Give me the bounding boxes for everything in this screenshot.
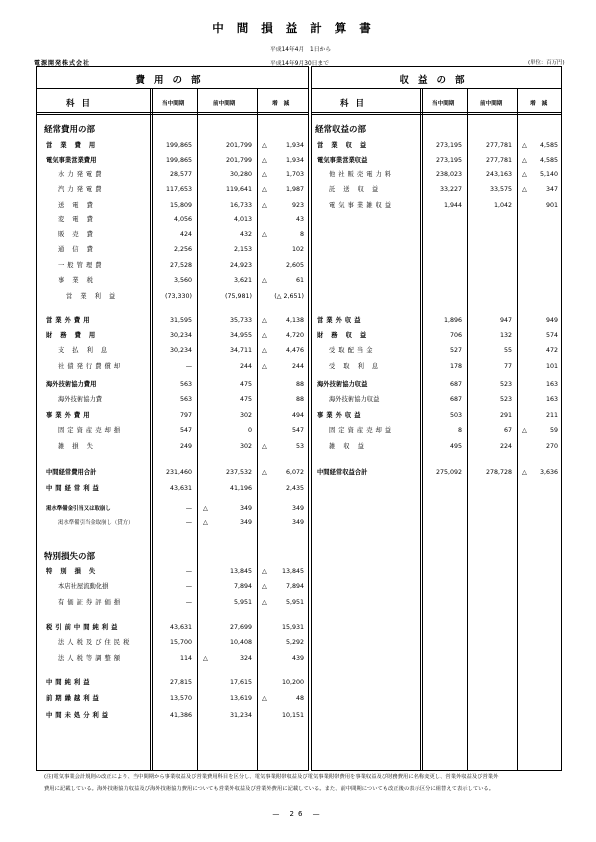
current-value: 563 — [179, 381, 192, 388]
current-value: 231,460 — [165, 469, 192, 476]
change-value: 3,636 — [539, 469, 558, 476]
row-label: 受取利息 — [329, 363, 387, 370]
header-divider-left — [36, 88, 309, 89]
change-value: 472 — [545, 347, 558, 354]
previous-value: 1,042 — [493, 202, 512, 209]
previous-value: 475 — [239, 396, 252, 403]
negative-marker: △ — [262, 142, 267, 149]
current-value: — — [185, 568, 192, 575]
footnote-line: 費用に記載している。海外技術協力収益及び海外技術協力費用についても営業外収益及び営業外費用に記載している。また、前中間期についても改正後の表示区分に組替えて表示している。 — [44, 786, 495, 792]
right-row — [0, 380, 596, 390]
previous-value: 291 — [499, 412, 512, 419]
row-label: 法人税等調整額 — [58, 655, 124, 662]
negative-marker: △ — [262, 469, 267, 476]
row-label: 財務費用 — [46, 332, 104, 339]
current-value: 178 — [449, 363, 462, 370]
previous-value: 432 — [239, 231, 252, 238]
previous-value: 4,013 — [233, 216, 252, 223]
previous-value: 34,955 — [229, 332, 252, 339]
current-value: 2,256 — [173, 246, 192, 253]
left-row — [0, 484, 596, 494]
current-value: 273,195 — [435, 157, 462, 164]
current-value: 249 — [179, 443, 192, 450]
previous-value: 67 — [503, 427, 512, 434]
current-value: 424 — [179, 231, 192, 238]
row-label: 託送収益 — [329, 186, 387, 193]
col-header-previous: 前中間期 — [480, 101, 503, 107]
row-label: 経常収益の部 — [315, 125, 367, 135]
current-value: 27,528 — [169, 262, 192, 269]
row-label: 電気事業営業費用 — [46, 157, 97, 164]
change-value: 8 — [299, 231, 304, 238]
company-name: 電源開発株式会社 — [34, 60, 91, 67]
change-value: 10,151 — [281, 712, 304, 719]
change-value: 5,951 — [285, 599, 304, 606]
negative-marker: △ — [522, 186, 527, 193]
previous-value: 34,711 — [229, 347, 252, 354]
document-title: 中間損益計算書 — [212, 21, 384, 35]
change-value: 4,585 — [539, 142, 558, 149]
row-label: 特別損失 — [46, 568, 104, 575]
left-row — [0, 654, 596, 664]
current-value: 275,092 — [435, 469, 462, 476]
row-label: 社債発行費償却 — [58, 363, 124, 370]
previous-value: 27,699 — [229, 624, 252, 631]
row-label: 営業費用 — [46, 142, 104, 149]
right-row — [0, 156, 596, 166]
row-label: 汽力発電費 — [58, 186, 105, 193]
negative-marker: △ — [262, 583, 267, 590]
right-row — [0, 170, 596, 180]
change-value: 88 — [295, 396, 304, 403]
left-row — [0, 230, 596, 240]
row-label: 税引前中間純利益 — [46, 624, 121, 631]
current-value: 117,653 — [165, 186, 192, 193]
negative-marker: △ — [262, 347, 267, 354]
row-label: 法人税及び住民税 — [58, 639, 133, 646]
row-label: 渇水準備金引当又は取崩し — [46, 506, 111, 512]
right-row — [0, 125, 596, 135]
period-from: 平成14年4月 1日から — [270, 47, 332, 53]
previous-value: 243,163 — [485, 171, 512, 178]
change-value: 88 — [295, 381, 304, 388]
current-value: 43,631 — [169, 485, 192, 492]
col-header-item: 科目 — [340, 99, 372, 109]
current-value: 687 — [449, 396, 462, 403]
col-header-change: 増減 — [272, 101, 296, 107]
negative-marker: △ — [262, 363, 267, 370]
col-header-change: 増減 — [530, 101, 554, 107]
current-value: (73,330) — [165, 293, 192, 300]
current-value: 30,234 — [169, 332, 192, 339]
row-label: 通信費 — [58, 246, 101, 253]
negative-marker: △ — [262, 171, 267, 178]
left-row — [0, 518, 596, 528]
change-value: 163 — [545, 396, 558, 403]
left-row — [0, 245, 596, 255]
col-header-item: 科目 — [66, 99, 98, 109]
row-label: 送電費 — [58, 202, 101, 209]
previous-value: 7,894 — [233, 583, 252, 590]
row-label: 電気事業営業収益 — [317, 157, 368, 164]
column-header-rule-right — [311, 112, 562, 115]
change-value: 349 — [291, 505, 304, 512]
current-value: 527 — [449, 347, 462, 354]
row-label: 有価証券評価損 — [58, 599, 124, 606]
previous-value: 3,621 — [233, 277, 252, 284]
row-label: 電気事業雑収益 — [329, 202, 395, 209]
row-label: 渇水準備引当金取崩し（貸方） — [58, 520, 134, 526]
negative-marker: △ — [262, 231, 267, 238]
negative-marker: △ — [262, 186, 267, 193]
right-row — [0, 141, 596, 151]
negative-marker: △ — [522, 427, 527, 434]
current-value: — — [185, 363, 192, 370]
negative-marker: △ — [522, 142, 527, 149]
change-value: 923 — [291, 202, 304, 209]
current-value: 13,570 — [169, 695, 192, 702]
right-row — [0, 201, 596, 211]
previous-value: 237,532 — [225, 469, 252, 476]
row-label: 財務収益 — [317, 332, 375, 339]
left-row — [0, 694, 596, 704]
previous-value: 13,845 — [229, 568, 252, 575]
previous-value: 24,923 — [229, 262, 252, 269]
current-value: 33,227 — [439, 186, 462, 193]
current-value: 43,631 — [169, 624, 192, 631]
right-row — [0, 346, 596, 356]
current-value: 41,386 — [169, 712, 192, 719]
change-value: 949 — [545, 317, 558, 324]
current-value: — — [185, 583, 192, 590]
previous-value: 33,575 — [489, 186, 512, 193]
left-row — [0, 552, 596, 562]
right-row — [0, 411, 596, 421]
previous-value: 324 — [239, 655, 252, 662]
previous-value: 0 — [247, 427, 252, 434]
previous-value: 10,408 — [229, 639, 252, 646]
left-row — [0, 582, 596, 592]
current-value: 199,865 — [165, 157, 192, 164]
previous-value: 119,641 — [225, 186, 252, 193]
page-number: — 26 — — [272, 810, 324, 818]
change-value: 901 — [545, 202, 558, 209]
previous-value: 224 — [499, 443, 512, 450]
header-divider-right — [311, 88, 562, 89]
negative-marker: △ — [262, 277, 267, 284]
previous-value: 77 — [503, 363, 512, 370]
row-label: 中間経常費用合計 — [46, 469, 97, 476]
row-label: 経常費用の部 — [44, 125, 96, 135]
row-label: 一般管理費 — [58, 262, 105, 269]
negative-marker: △ — [522, 157, 527, 164]
previous-value: 277,781 — [485, 157, 512, 164]
change-value: 349 — [291, 519, 304, 526]
footnote-line: (注)電気事業会計規則の改正により、当中間期から事業収益及び営業費用科目を区分し、電気事業附帯収益及び電気事業附帯費用を事業収益及び財務費用に名称変更し、営業外収益及び営業外 — [44, 774, 499, 780]
previous-value: 13,619 — [229, 695, 252, 702]
row-label: 支払利息 — [58, 347, 116, 354]
current-value: 31,595 — [169, 317, 192, 324]
row-label: 営業外費用 — [46, 317, 93, 324]
revenue-section-header: 収益の部 — [399, 75, 474, 86]
negative-marker: △ — [262, 202, 267, 209]
row-label: 販売費 — [58, 231, 101, 238]
row-label: 水力発電費 — [58, 171, 105, 178]
negative-marker: △ — [262, 599, 267, 606]
change-value: 1,703 — [285, 171, 304, 178]
previous-value: 278,728 — [485, 469, 512, 476]
row-label: 海外技術協力費用 — [46, 381, 97, 388]
previous-value: 349 — [239, 505, 252, 512]
current-value: 28,577 — [169, 171, 192, 178]
current-value: — — [185, 519, 192, 526]
change-value: 6,072 — [285, 469, 304, 476]
col-header-previous: 前中間期 — [213, 101, 236, 107]
negative-marker: △ — [203, 655, 208, 662]
current-value: 1,896 — [443, 317, 462, 324]
previous-value: 16,733 — [229, 202, 252, 209]
previous-value: 41,196 — [229, 485, 252, 492]
current-value: 30,234 — [169, 347, 192, 354]
previous-value: 55 — [503, 347, 512, 354]
row-label: 事業外収益 — [317, 412, 364, 419]
previous-value: 17,615 — [229, 679, 252, 686]
right-row — [0, 185, 596, 195]
negative-marker: △ — [522, 171, 527, 178]
change-value: 163 — [545, 381, 558, 388]
change-value: 2,605 — [285, 262, 304, 269]
current-value: 199,865 — [165, 142, 192, 149]
change-value: 101 — [545, 363, 558, 370]
previous-value: 302 — [239, 443, 252, 450]
current-value: 797 — [179, 412, 192, 419]
negative-marker: △ — [262, 568, 267, 575]
left-row — [0, 261, 596, 271]
current-value: 114 — [179, 655, 192, 662]
left-row — [0, 504, 596, 514]
negative-marker: △ — [262, 443, 267, 450]
row-label: 中間未処分利益 — [46, 712, 112, 719]
change-value: 494 — [291, 412, 304, 419]
current-value: 238,023 — [435, 171, 462, 178]
change-value: 4,138 — [285, 317, 304, 324]
current-value: 27,815 — [169, 679, 192, 686]
change-value: 59 — [549, 427, 558, 434]
expense-section-header: 費用の部 — [135, 75, 210, 86]
change-value: 439 — [291, 655, 304, 662]
right-row — [0, 468, 596, 478]
current-value: 547 — [179, 427, 192, 434]
change-value: 4,476 — [285, 347, 304, 354]
change-value: 10,200 — [281, 679, 304, 686]
negative-marker: △ — [203, 505, 208, 512]
previous-value: 475 — [239, 381, 252, 388]
row-label: 海外技術協力費 — [58, 396, 103, 403]
previous-value: 35,733 — [229, 317, 252, 324]
change-value: 43 — [295, 216, 304, 223]
change-value: (△ 2,651) — [274, 293, 304, 300]
change-value: 4,585 — [539, 157, 558, 164]
change-value: 347 — [545, 186, 558, 193]
left-row — [0, 711, 596, 721]
current-value: 706 — [449, 332, 462, 339]
left-row — [0, 567, 596, 577]
current-value: 15,809 — [169, 202, 192, 209]
negative-marker: △ — [262, 317, 267, 324]
change-value: 2,435 — [285, 485, 304, 492]
change-value: 574 — [545, 332, 558, 339]
row-label: 事業税 — [58, 277, 101, 284]
change-value: 1,934 — [285, 157, 304, 164]
row-label: 他社販売電力料 — [329, 171, 395, 178]
change-value: 7,894 — [285, 583, 304, 590]
change-value: 5,140 — [539, 171, 558, 178]
change-value: 4,720 — [285, 332, 304, 339]
row-label: 固定資産売却損 — [58, 427, 124, 434]
negative-marker: △ — [262, 157, 267, 164]
left-row — [0, 215, 596, 225]
previous-value: 201,799 — [225, 142, 252, 149]
previous-value: 523 — [499, 396, 512, 403]
previous-value: 30,280 — [229, 171, 252, 178]
row-label: 固定資産売却益 — [329, 427, 395, 434]
current-value: 687 — [449, 381, 462, 388]
change-value: 53 — [295, 443, 304, 450]
current-value: 273,195 — [435, 142, 462, 149]
previous-value: 244 — [239, 363, 252, 370]
column-header-rule-left — [36, 112, 309, 115]
row-label: 営業利益 — [66, 293, 124, 300]
change-value: 547 — [291, 427, 304, 434]
row-label: 雑損失 — [58, 443, 101, 450]
current-value: — — [185, 505, 192, 512]
change-value: 211 — [545, 412, 558, 419]
negative-marker: △ — [262, 695, 267, 702]
row-label: 受取配当金 — [329, 347, 376, 354]
left-row — [0, 292, 596, 302]
change-value: 61 — [295, 277, 304, 284]
change-value: 48 — [295, 695, 304, 702]
change-value: 15,931 — [281, 624, 304, 631]
previous-value: (75,981) — [225, 293, 252, 300]
left-row — [0, 678, 596, 688]
previous-value: 349 — [239, 519, 252, 526]
left-row — [0, 638, 596, 648]
right-row — [0, 442, 596, 452]
change-value: 270 — [545, 443, 558, 450]
change-value: 5,292 — [285, 639, 304, 646]
previous-value: 2,153 — [233, 246, 252, 253]
previous-value: 947 — [499, 317, 512, 324]
row-label: 海外技術協力収益 — [329, 396, 380, 403]
change-value: 13,845 — [281, 568, 304, 575]
period-to: 平成14年9月30日まで — [270, 61, 330, 67]
current-value: 563 — [179, 396, 192, 403]
change-value: 1,934 — [285, 142, 304, 149]
right-row — [0, 426, 596, 436]
current-value: 4,056 — [173, 216, 192, 223]
current-value: 495 — [449, 443, 462, 450]
negative-marker: △ — [522, 469, 527, 476]
row-label: 中間経常収益合計 — [317, 469, 368, 476]
current-value: 1,944 — [443, 202, 462, 209]
previous-value: 132 — [499, 332, 512, 339]
col-header-current: 当中間期 — [432, 101, 455, 107]
row-label: 前期繰越利益 — [46, 695, 102, 702]
change-value: 102 — [291, 246, 304, 253]
current-value: 8 — [457, 427, 462, 434]
row-label: 海外技術協力収益 — [317, 381, 368, 388]
row-label: 営業外収益 — [317, 317, 364, 324]
left-row — [0, 623, 596, 633]
unit-label: (単位：百万円) — [528, 60, 565, 66]
row-label: 中間純利益 — [46, 679, 93, 686]
left-row — [0, 276, 596, 286]
current-value: 503 — [449, 412, 462, 419]
row-label: 特別損失の部 — [44, 552, 96, 562]
current-value: 15,700 — [169, 639, 192, 646]
negative-marker: △ — [203, 519, 208, 526]
row-label: 営業収益 — [317, 142, 375, 149]
row-label: 中間経常利益 — [46, 485, 102, 492]
right-row — [0, 331, 596, 341]
change-value: 244 — [291, 363, 304, 370]
row-label: 事業外費用 — [46, 412, 93, 419]
current-value: 3,560 — [173, 277, 192, 284]
previous-value: 31,234 — [229, 712, 252, 719]
current-value: — — [185, 599, 192, 606]
negative-marker: △ — [262, 332, 267, 339]
left-row — [0, 598, 596, 608]
change-value: 1,987 — [285, 186, 304, 193]
previous-value: 302 — [239, 412, 252, 419]
previous-value: 5,951 — [233, 599, 252, 606]
previous-value: 277,781 — [485, 142, 512, 149]
col-header-current: 当中間期 — [162, 101, 185, 107]
right-row — [0, 362, 596, 372]
row-label: 雑収益 — [329, 443, 372, 450]
row-label: 変電費 — [58, 216, 101, 223]
row-label: 本店社屋流動化損 — [58, 583, 109, 590]
right-row — [0, 395, 596, 405]
previous-value: 201,799 — [225, 157, 252, 164]
previous-value: 523 — [499, 381, 512, 388]
right-row — [0, 316, 596, 326]
